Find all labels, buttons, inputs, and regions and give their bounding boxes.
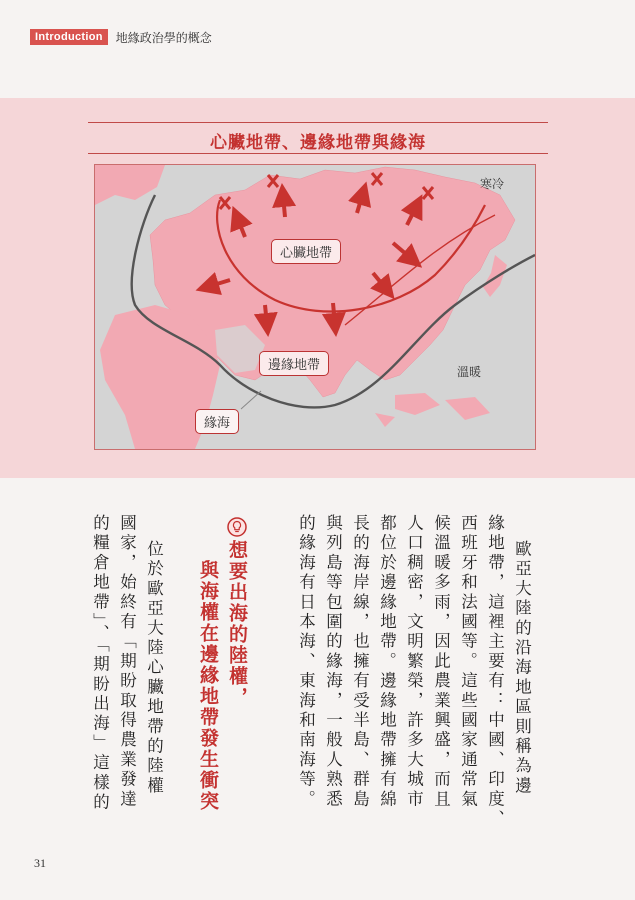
heartland-label: 心臟地帶 <box>271 239 341 264</box>
title-rule-top <box>88 122 548 123</box>
rimland-label: 邊緣地帶 <box>259 351 329 376</box>
arrow-north-2 <box>283 195 285 217</box>
body-col-8: 與列島等包圍的緣海，一般人熟悉 <box>323 514 343 810</box>
body-col-9: 的緣海有日本海、東海和南海等。 <box>296 514 316 810</box>
section-heading-line-2: 與海權在邊緣地帶發生衝突 <box>197 560 219 812</box>
map-graphic <box>95 165 535 449</box>
running-header <box>30 28 212 46</box>
body-col-1: 歐亞大陸的沿海地區則稱為邊 <box>512 540 532 797</box>
page-number: 31 <box>34 856 46 870</box>
body-col-4: 候溫暖多雨，因此農業興盛，而且 <box>431 514 451 810</box>
arrow-south-2 <box>265 305 267 325</box>
body-col-7: 長的海岸線，也擁有受半島、群島 <box>350 514 370 810</box>
figure-title-block <box>88 122 548 154</box>
arrow-south-3 <box>333 303 335 325</box>
section-tag: Introduction <box>30 29 108 45</box>
marginal-sea-label: 緣海 <box>195 409 239 434</box>
chapter-title: 地緣政治學的概念 <box>115 30 212 45</box>
figure-title: 心臟地帶、邊緣地帶與緣海 <box>210 133 426 153</box>
title-rule-bottom <box>88 153 548 154</box>
lightbulb-icon <box>227 517 247 537</box>
heartland-map <box>94 164 536 450</box>
body-col-2: 緣地帶，這裡主要有：中國、印度、 <box>485 514 505 830</box>
cold-label: 寒冷 <box>480 177 505 191</box>
body-col-5: 人口稠密，文明繁榮，許多大城市 <box>404 514 424 810</box>
section-heading-line-1: 想要出海的陸權， <box>226 540 248 708</box>
warm-label: 溫暖 <box>457 365 482 379</box>
body-col-10: 位於歐亞大陸心臟地帶的陸權 <box>144 540 164 797</box>
body-col-11: 國家，始終有「期盼取得農業發達 <box>117 514 137 810</box>
body-col-6: 都位於邊緣地帶。邊緣地帶擁有綿 <box>377 514 397 810</box>
body-col-12: 的糧倉地帶」、「期盼出海」這樣的 <box>90 514 110 813</box>
body-col-3: 西班牙和法國等。這些國家通常氣 <box>458 514 478 810</box>
